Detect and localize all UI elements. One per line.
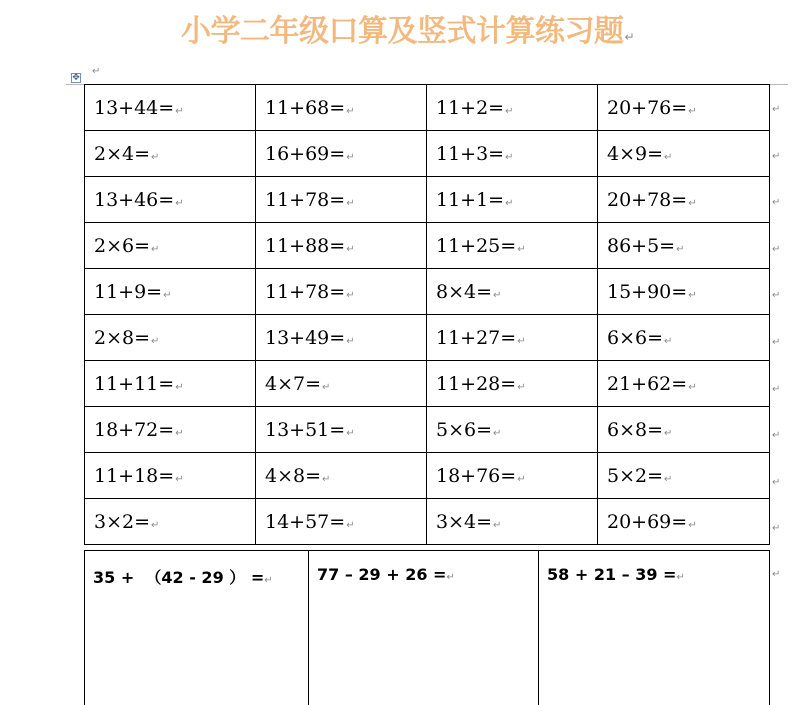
problem-text: 4×7= (265, 373, 321, 395)
problem-text: 13+44= (94, 97, 174, 119)
problem-text: 11+88= (265, 235, 345, 257)
problem-cell[interactable] (598, 453, 770, 499)
paragraph-mark-icon: ↵ (163, 290, 171, 301)
vertical-calculation-table (84, 550, 770, 705)
problem-cell[interactable] (427, 499, 598, 545)
problem-cell[interactable] (256, 177, 427, 223)
title-text: 小学二年级口算及竖式计算练习题 (181, 14, 624, 49)
problem-text: 6×6= (607, 327, 663, 349)
paragraph-mark-icon: ↵ (346, 520, 354, 531)
paragraph-mark-icon: ↵ (664, 336, 672, 347)
problem-text: 2×4= (94, 143, 150, 165)
paragraph-mark-icon: ↵ (346, 290, 354, 301)
problem-cell[interactable] (256, 85, 427, 131)
paragraph-mark-icon: ↵ (92, 66, 100, 77)
problem-cell[interactable] (427, 361, 598, 407)
problem-cell[interactable] (256, 499, 427, 545)
paragraph-mark-icon: ↵ (175, 474, 183, 485)
paragraph-mark-icon: ↵ (346, 244, 354, 255)
vertical-problem-cell[interactable] (539, 551, 770, 705)
problem-text: 3×2= (94, 511, 150, 533)
table-row (85, 315, 770, 361)
paragraph-mark-icon: ↵ (517, 244, 525, 255)
table-row (85, 453, 770, 499)
problem-cell[interactable] (427, 85, 598, 131)
paragraph-mark-icon: ↵ (493, 290, 501, 301)
problem-cell[interactable] (85, 361, 256, 407)
paragraph-mark-icon: ↵ (688, 520, 696, 531)
paragraph-mark-icon: ↵ (346, 336, 354, 347)
problem-cell[interactable] (598, 315, 770, 361)
paragraph-mark-icon: ↵ (772, 477, 780, 488)
paragraph-mark-icon: ↵ (446, 572, 454, 583)
problem-cell[interactable] (85, 407, 256, 453)
problem-text: 4×8= (265, 465, 321, 487)
paragraph-mark-icon: ↵ (664, 428, 672, 439)
paragraph-mark-icon: ↵ (505, 106, 513, 117)
problem-cell[interactable] (85, 499, 256, 545)
problem-text: 11+18= (94, 465, 174, 487)
paragraph-mark-icon: ↵ (517, 336, 525, 347)
problem-cell[interactable] (427, 269, 598, 315)
paragraph-mark-icon: ↵ (625, 30, 635, 44)
paragraph-mark-icon: ↵ (175, 106, 183, 117)
problem-cell[interactable] (256, 223, 427, 269)
vertical-problem-cell[interactable] (85, 551, 309, 705)
problem-text: 5×2= (607, 465, 663, 487)
problem-cell[interactable] (85, 453, 256, 499)
problem-text: 11+3= (436, 143, 504, 165)
paragraph-mark-icon: ↵ (151, 244, 159, 255)
vertical-problem: 77 – 29 + 26 = (317, 565, 446, 584)
paragraph-mark-icon: ↵ (772, 244, 780, 255)
vertical-problem: 35 + （42 - 29 ） = (93, 568, 264, 587)
problem-cell[interactable] (427, 131, 598, 177)
table-row (85, 131, 770, 177)
paragraph-mark-icon: ↵ (151, 520, 159, 531)
paragraph-mark-icon: ↵ (688, 290, 696, 301)
paragraph-mark-icon: ↵ (517, 382, 525, 393)
paragraph-mark-icon: ↵ (772, 151, 780, 162)
problem-text: 4×9= (607, 143, 663, 165)
problem-text: 11+78= (265, 281, 345, 303)
problem-cell[interactable] (427, 453, 598, 499)
problem-text: 2×6= (94, 235, 150, 257)
paragraph-mark-icon: ↵ (772, 523, 780, 534)
problem-cell[interactable] (427, 223, 598, 269)
problem-cell[interactable] (427, 315, 598, 361)
paragraph-mark-icon: ↵ (505, 198, 513, 209)
paragraph-mark-icon: ↵ (688, 106, 696, 117)
problem-text: 20+69= (607, 511, 687, 533)
problem-cell[interactable] (598, 223, 770, 269)
paragraph-mark-icon: ↵ (772, 569, 780, 580)
paragraph-mark-icon: ↵ (772, 197, 780, 208)
problem-cell[interactable] (85, 269, 256, 315)
problem-cell[interactable] (85, 131, 256, 177)
paragraph-mark-icon: ↵ (346, 198, 354, 209)
problem-cell[interactable] (598, 131, 770, 177)
vertical-problem-cell[interactable] (309, 551, 539, 705)
problem-text: 3×4= (436, 511, 492, 533)
problem-cell[interactable] (256, 315, 427, 361)
problem-text: 14+57= (265, 511, 345, 533)
problem-text: 13+46= (94, 189, 174, 211)
table-row (85, 85, 770, 131)
problem-cell[interactable] (598, 269, 770, 315)
table-row (85, 551, 770, 705)
problem-text: 18+72= (94, 419, 174, 441)
paragraph-mark-icon: ↵ (175, 198, 183, 209)
paragraph-mark-icon: ↵ (151, 152, 159, 163)
table-move-handle-icon[interactable]: ✥ (71, 73, 81, 83)
problem-cell[interactable] (256, 131, 427, 177)
problem-text: 8×4= (436, 281, 492, 303)
problem-text: 5×6= (436, 419, 492, 441)
paragraph-mark-icon: ↵ (772, 430, 780, 441)
problem-cell[interactable] (598, 499, 770, 545)
problem-text: 11+1= (436, 189, 504, 211)
problem-text: 11+28= (436, 373, 516, 395)
problem-cell[interactable] (427, 177, 598, 223)
problem-cell[interactable] (256, 453, 427, 499)
problem-text: 2×8= (94, 327, 150, 349)
paragraph-mark-icon: ↵ (688, 198, 696, 209)
problem-cell[interactable] (256, 269, 427, 315)
problem-text: 11+11= (94, 373, 174, 395)
problem-text: 86+5= (607, 235, 675, 257)
paragraph-mark-icon: ↵ (664, 152, 672, 163)
problem-cell[interactable] (598, 407, 770, 453)
paragraph-mark-icon: ↵ (772, 104, 780, 115)
paragraph-mark-icon: ↵ (346, 428, 354, 439)
problem-text: 16+69= (265, 143, 345, 165)
paragraph-mark-icon: ↵ (322, 474, 330, 485)
problem-text: 20+76= (607, 97, 687, 119)
problem-text: 11+78= (265, 189, 345, 211)
problem-text: 11+2= (436, 97, 504, 119)
problem-text: 11+27= (436, 327, 516, 349)
paragraph-mark-icon: ↵ (346, 106, 354, 117)
problem-text: 20+78= (607, 189, 687, 211)
vertical-problem: 58 + 21 – 39 = (547, 565, 676, 584)
paragraph-mark-icon: ↵ (493, 428, 501, 439)
paragraph-mark-icon: ↵ (676, 244, 684, 255)
paragraph-mark-icon: ↵ (322, 382, 330, 393)
paragraph-mark-icon: ↵ (151, 336, 159, 347)
paragraph-mark-icon: ↵ (688, 382, 696, 393)
problem-cell[interactable] (85, 177, 256, 223)
problem-cell[interactable] (598, 361, 770, 407)
problem-cell[interactable] (85, 315, 256, 361)
problem-text: 13+51= (265, 419, 345, 441)
paragraph-mark-icon: ↵ (346, 152, 354, 163)
paragraph-mark-icon: ↵ (175, 428, 183, 439)
paragraph-mark-icon: ↵ (517, 474, 525, 485)
problem-text: 18+76= (436, 465, 516, 487)
problem-text: 13+49= (265, 327, 345, 349)
problem-cell[interactable] (598, 177, 770, 223)
paragraph-mark-icon: ↵ (772, 290, 780, 301)
problem-cell[interactable] (85, 223, 256, 269)
table-row (85, 269, 770, 315)
paragraph-mark-icon: ↵ (772, 337, 780, 348)
problem-text: 21+62= (607, 373, 687, 395)
table-row (85, 407, 770, 453)
oral-arithmetic-table (84, 84, 770, 545)
table-row (85, 361, 770, 407)
paragraph-mark-icon: ↵ (505, 152, 513, 163)
problem-text: 11+68= (265, 97, 345, 119)
table-row (85, 223, 770, 269)
paragraph-mark-icon: ↵ (772, 384, 780, 395)
problem-text: 6×8= (607, 419, 663, 441)
paragraph-mark-icon: ↵ (175, 382, 183, 393)
problem-text: 11+25= (436, 235, 516, 257)
paragraph-mark-icon: ↵ (676, 572, 684, 583)
problem-text: 15+90= (607, 281, 687, 303)
paragraph-mark-icon: ↵ (493, 520, 501, 531)
paragraph-mark-icon: ↵ (264, 575, 272, 586)
paragraph-mark-icon: ↵ (664, 474, 672, 485)
problem-cell[interactable] (256, 361, 427, 407)
table-row (85, 499, 770, 545)
problem-cell[interactable] (256, 407, 427, 453)
page-title (181, 12, 634, 57)
problem-text: 11+9= (94, 281, 162, 303)
problem-cell[interactable] (427, 407, 598, 453)
problem-cell[interactable] (598, 85, 770, 131)
problem-cell[interactable] (85, 85, 256, 131)
table-row (85, 177, 770, 223)
